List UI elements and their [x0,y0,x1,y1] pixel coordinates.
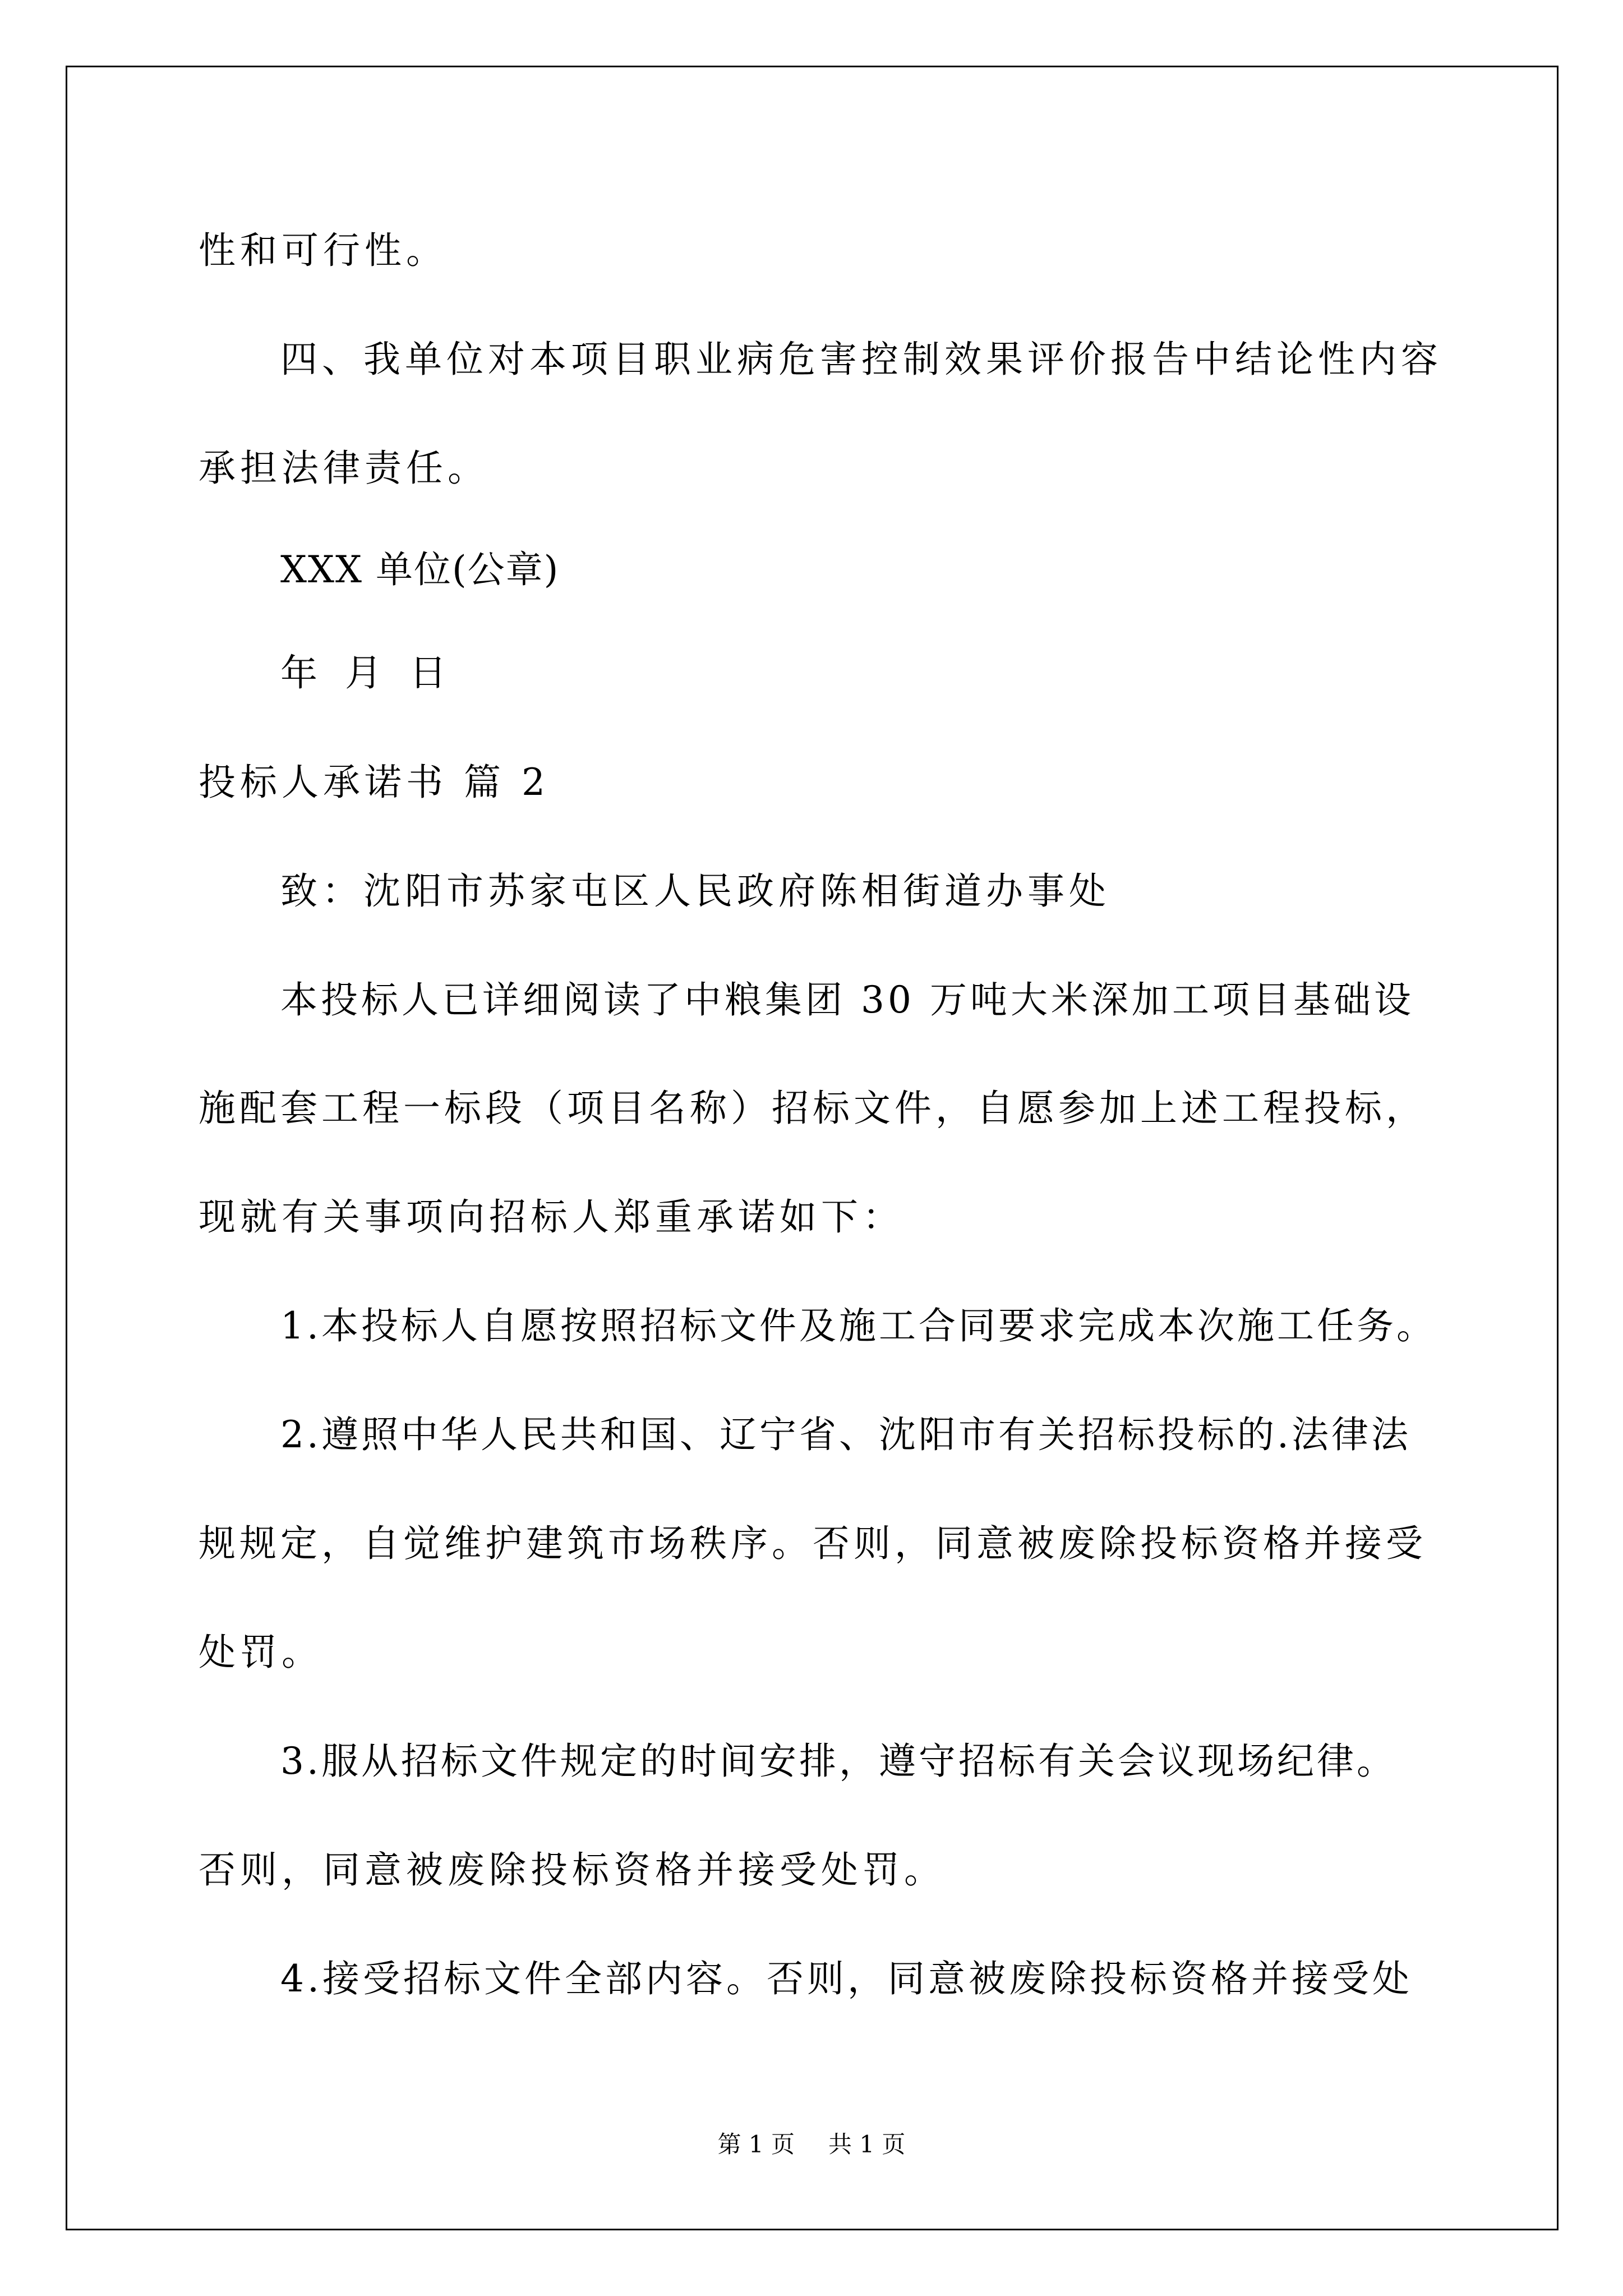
commitment-item-2: 2.遵照中华人民共和国、辽宁省、沈阳市有关招标投标的.法律法 [280,1413,1411,1456]
text-line-8: 本投标人已详细阅读了中粮集团 30 万吨大米深加工项目基础设 [280,978,1414,1022]
page-footer [0,2130,1623,2159]
text-line-2: 四、我单位对本项目职业病危害控制效果评价报告中结论性内容 [280,338,1442,381]
text-line-10: 现就有关事项向招标人郑重承诺如下： [199,1195,904,1239]
commitment-item-3: 3.服从招标文件规定的时间安排，遵守招标有关会议现场纪律。 [280,1740,1396,1783]
commitment-item-4: 4.接受招标文件全部内容。否则，同意被废除投标资格并接受处 [280,1957,1413,2000]
commitment-item-1: 1.本投标人自愿按照招标文件及施工合同要求完成本次施工任务。 [280,1304,1436,1347]
page-total: 共 1 页 [828,2131,906,2158]
page-number: 第 1 页 [717,2131,795,2158]
text-line-1: 性和可行性。 [199,229,448,272]
text-line-14: 处罚。 [199,1631,323,1674]
text-line-3: 承担法律责任。 [199,447,489,490]
text-line-13: 规规定，自觉维护建筑市场秩序。否则，同意被废除投标资格并接受 [199,1522,1427,1565]
text-line-9: 施配套工程一标段（项目名称）招标文件，自愿参加上述工程投标， [199,1087,1427,1130]
signature-date: 年 月 日 [280,651,454,694]
page-border [66,66,1559,2230]
section-heading: 投标人承诺书 篇 2 [199,761,550,804]
text-line-16: 否则，同意被废除投标资格并接受处罚。 [199,1848,946,1892]
signature-unit: XXX 单位(公章) [280,548,560,591]
addressee-line: 致：沈阳市苏家屯区人民政府陈相街道办事处 [280,869,1110,913]
